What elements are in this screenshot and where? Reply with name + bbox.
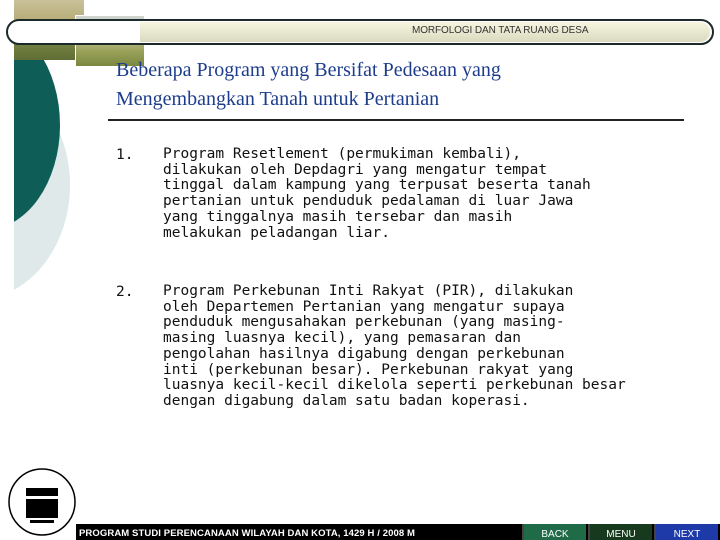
list-item-line: penduduk mengusahakan perkebunan (yang masing-	[163, 314, 565, 331]
list-item-line: melakukan peladangan liar.	[163, 224, 390, 241]
list-item-line: inti (perkebunan besar). Perkebunan rakyat yang	[163, 361, 574, 378]
back-button[interactable]: BACK	[522, 524, 586, 540]
list-item-line: luasnya kecil-kecil dikelola seperti perkebunan besar	[163, 377, 626, 394]
list-item-text	[163, 284, 683, 410]
list-item-line: pengolahan hasilnya digabung dengan perkebunan	[163, 345, 565, 362]
list-item-line: yang tinggalnya masih tersebar dan masih	[163, 208, 513, 225]
list-item-line: dengan digabung dalam satu badan koperasi.	[163, 392, 530, 409]
university-logo	[6, 466, 78, 538]
slide-title-line-2: Mengembangkan Tanah untuk Pertanian	[116, 88, 440, 110]
list-item-line: tinggal dalam kampung yang terpusat beserta tanah	[163, 177, 591, 194]
title-divider	[108, 119, 684, 121]
footer-text: PROGRAM STUDI PERENCANAAN WILAYAH DAN KOTA, 1429 H / 2008 M	[79, 528, 415, 539]
list-item-line: masing luasnya kecil), yang pemasaran dan	[163, 330, 521, 347]
list-item-number: 1.	[116, 147, 134, 163]
list-item-line: Program Perkebunan Inti Rakyat (PIR), dilakukan	[163, 283, 574, 299]
list-item-line: oleh Departemen Pertanian yang mengatur supaya	[163, 298, 565, 315]
header-title: MORFOLOGI DAN TATA RUANG DESA	[412, 25, 589, 36]
slide-title	[116, 56, 676, 114]
list-item-line: pertanian untuk penduduk pedalaman di luar Jawa	[163, 193, 574, 210]
list-item-line: Program Resetlement (permukiman kembali),	[163, 146, 521, 162]
left-margin-band	[0, 0, 14, 540]
next-button[interactable]: NEXT	[654, 524, 718, 540]
list-item-line: dilakukan oleh Depdagri yang mengatur tempat	[163, 161, 548, 178]
list-item-number: 2.	[116, 284, 134, 300]
slide-title-line-1: Beberapa Program yang Bersifat Pedesaan yang	[116, 59, 501, 81]
menu-button[interactable]: MENU	[588, 524, 652, 540]
list-item-text	[163, 147, 683, 241]
